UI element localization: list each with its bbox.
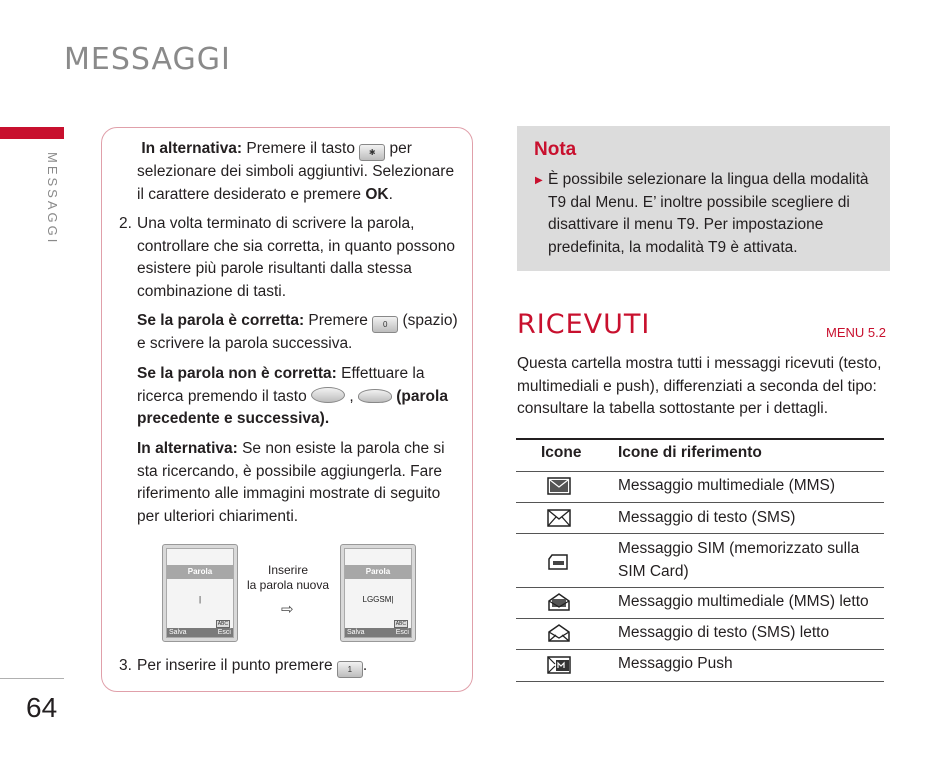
table-top-rule bbox=[516, 438, 884, 440]
table-row-label: Messaggio di testo (SMS) bbox=[618, 509, 796, 526]
push-message-icon bbox=[547, 656, 571, 674]
note-text: È possibile selezionare la lingua della modalità T9 dal Menu. E’ inoltre possibile scegliere di disattivare il menu T9. Per impostazione predefinita, la modalità T9 è attivata. bbox=[548, 171, 869, 256]
key-1-icon: 1 bbox=[337, 661, 363, 678]
table-row-label: Messaggio SIM (memorizzato sulla SIM Card) bbox=[618, 540, 860, 580]
table-divider bbox=[516, 587, 884, 588]
table-divider bbox=[516, 618, 884, 619]
phone-screen-after bbox=[340, 544, 416, 642]
note-title: Nota bbox=[534, 139, 577, 160]
step-3-text: Per inserire il punto premere 1 . bbox=[137, 655, 467, 678]
section-title: RICEVUTI bbox=[517, 309, 651, 340]
mms-icon bbox=[547, 477, 571, 495]
step-2-text: Una volta terminato di scrivere la parola, controllare che sia corretta, in quanto possono esistere più parole risultanti dalla stessa combinazione di tasti. bbox=[137, 215, 455, 300]
step-2-number: 2. bbox=[119, 215, 132, 232]
section-intro: Questa cartella mostra tutti i messaggi ricevuti (testo, multimediali e push), differenziati a seconda del tipo: consultare la tabella sottostante per i dettagli. bbox=[517, 355, 882, 417]
table-bottom-rule bbox=[516, 681, 884, 682]
phone-screen-text: | bbox=[198, 595, 202, 604]
navigation-down-key-icon bbox=[311, 387, 345, 403]
page-header-title: MESSAGGI bbox=[64, 42, 231, 77]
table-divider bbox=[516, 533, 884, 534]
phone-softkey-bar bbox=[167, 628, 233, 637]
step-3-number: 3. bbox=[119, 657, 132, 674]
side-section-label: MESSAGGI bbox=[45, 152, 60, 246]
table-row-label: Messaggio di testo (SMS) letto bbox=[618, 624, 830, 641]
table-divider bbox=[516, 471, 884, 472]
page-number: 64 bbox=[26, 692, 58, 723]
phone-screen-title: Parola bbox=[167, 565, 233, 579]
insert-new-word-caption: Inserire la parola nuova bbox=[246, 563, 330, 592]
phone-screen-title: Parola bbox=[345, 565, 411, 579]
softkey-left: Salva bbox=[347, 629, 365, 636]
table-row-label: Messaggio multimediale (MMS) bbox=[618, 477, 836, 494]
note-bullet-icon: ▶ bbox=[535, 175, 543, 186]
phone-screen-before bbox=[162, 544, 238, 642]
navigation-up-key-icon bbox=[358, 389, 392, 403]
softkey-right: Esci bbox=[395, 629, 409, 636]
table-row-label: Messaggio Push bbox=[618, 655, 733, 672]
table-row-label: Messaggio multimediale (MMS) letto bbox=[618, 593, 869, 610]
sms-read-icon bbox=[547, 624, 571, 642]
menu-reference: MENU 5.2 bbox=[826, 325, 886, 340]
softkey-left: Salva bbox=[169, 629, 187, 636]
symbol-key-icon: ✱ bbox=[359, 144, 385, 161]
alt-symbols-paragraph: In alternativa: Premere il tasto ✱ per selezionare dei simboli aggiuntivi. Selezionare il carattere desiderato e premere OK. bbox=[137, 140, 455, 203]
mms-read-icon bbox=[547, 593, 571, 611]
input-mode-indicator: ABC bbox=[217, 621, 228, 627]
input-mode-indicator: ABC bbox=[395, 621, 406, 627]
page-number-rule bbox=[0, 678, 64, 679]
key-0-space-icon: 0 bbox=[372, 316, 398, 333]
correct-word-paragraph: Se la parola è corretta: Premere 0 (spazio) e scrivere la parola successiva. bbox=[137, 312, 458, 352]
incorrect-word-paragraph: Se la parola non è corretta: Effettuare la ricerca premendo il tasto , (parola precedente e successiva). bbox=[137, 365, 448, 427]
table-divider bbox=[516, 649, 884, 650]
sms-icon bbox=[547, 509, 571, 527]
section-tab-marker bbox=[0, 127, 64, 139]
alt-add-word-paragraph: In alternativa: Se non esiste la parola che si sta ricercando, è possibile aggiungerla. Fare riferimento alle immagini mostrate di seguito per ulteriori chiarimenti. bbox=[137, 440, 445, 525]
phone-softkey-bar bbox=[345, 628, 411, 637]
table-divider bbox=[516, 502, 884, 503]
sim-message-icon bbox=[547, 553, 571, 571]
right-arrow-icon: ⇨ bbox=[281, 601, 294, 618]
phone-screen-text: LGGSM| bbox=[362, 595, 394, 604]
softkey-right: Esci bbox=[217, 629, 231, 636]
table-header-icons: Icone bbox=[541, 444, 582, 461]
table-header-description: Icone di riferimento bbox=[618, 444, 762, 461]
